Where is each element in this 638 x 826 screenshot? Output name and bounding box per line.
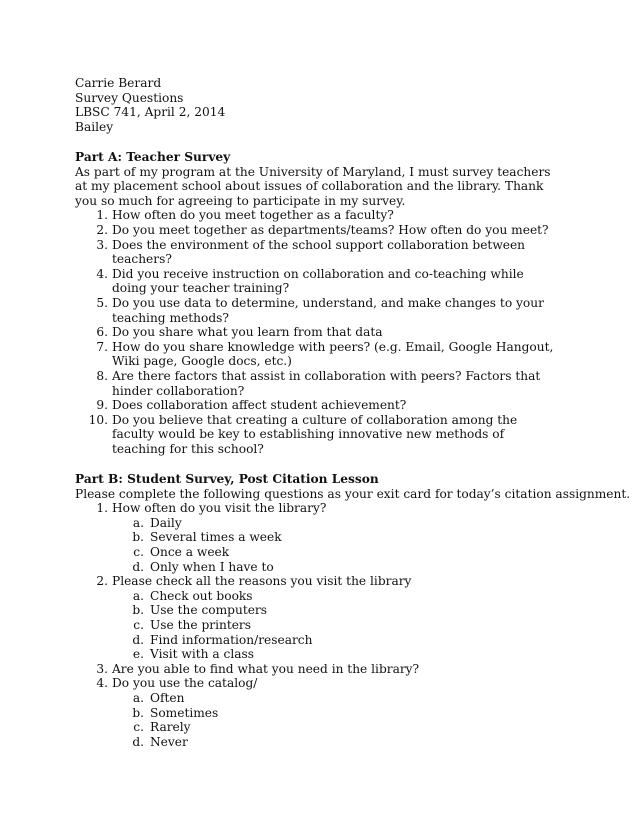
teacher-question — [75, 398, 555, 413]
list-number: b. — [132, 603, 144, 618]
list-item-text: How often do you meet together as a faculty? — [112, 208, 394, 223]
part-a-intro: As part of my program at the University of Maryland, I must survey teachers at my placement school about issues of collaboration and the library. Thank you so much for agreeing to participate in my survey. — [75, 164, 551, 208]
answer-option — [75, 706, 555, 721]
student-question-list — [75, 501, 555, 749]
part-b-intro: Please complete the following questions as your exit card for today’s citation assignment. — [75, 486, 631, 501]
answer-option — [75, 720, 555, 735]
answer-option — [75, 530, 555, 545]
list-number: 2. — [96, 574, 108, 589]
list-item-text: Are there factors that assist in collaboration with peers? Factors that hinder collaboration? — [112, 368, 541, 398]
answer-option-list — [75, 516, 555, 574]
list-number: e. — [132, 647, 144, 662]
answer-option — [75, 589, 555, 604]
list-item-text: Please check all the reasons you visit the library — [112, 574, 412, 589]
list-item-text: Are you able to find what you need in the library? — [112, 661, 420, 676]
list-item-text: Does the environment of the school support collaboration between teachers? — [112, 237, 526, 267]
instructor-name: Bailey — [75, 119, 114, 134]
document-header — [75, 76, 225, 134]
list-item-text: Use the printers — [150, 617, 252, 632]
list-item-text: Sometimes — [150, 705, 219, 720]
list-number: 7. — [96, 339, 108, 354]
student-question — [75, 676, 555, 691]
list-item-text: Do you meet together as departments/teams? How often do you meet? — [112, 222, 549, 237]
answer-option — [75, 647, 555, 662]
list-number: a. — [132, 588, 144, 603]
list-item-text: Visit with a class — [150, 647, 254, 662]
list-number: 5. — [96, 295, 108, 310]
part-b-section — [75, 472, 631, 749]
teacher-question — [75, 413, 555, 457]
list-number: 9. — [96, 398, 108, 413]
list-number: 1. — [96, 208, 108, 223]
list-number: b. — [132, 705, 144, 720]
author-name: Carrie Berard — [75, 76, 162, 90]
teacher-question — [75, 296, 555, 325]
teacher-question — [75, 267, 555, 296]
list-number: a. — [132, 515, 144, 530]
answer-option — [75, 618, 555, 633]
list-number: c. — [133, 720, 144, 735]
list-number: 4. — [96, 266, 108, 281]
list-number: 1. — [96, 501, 108, 516]
list-number: a. — [132, 690, 144, 705]
answer-option — [75, 735, 555, 750]
part-b-heading: Part B: Student Survey, Post Citation Lesson — [75, 472, 379, 486]
list-number: d. — [132, 734, 144, 749]
list-item-text: Check out books — [150, 588, 253, 603]
student-question — [75, 574, 555, 589]
list-item-text: Only when I have to — [150, 559, 274, 574]
list-number: 6. — [96, 325, 108, 340]
list-item-text: Did you receive instruction on collaboration and co-teaching while doing your teacher training? — [112, 266, 524, 296]
part-a-heading: Part A: Teacher Survey — [75, 150, 231, 164]
list-number: 8. — [96, 368, 108, 383]
answer-option — [75, 633, 555, 648]
list-number: b. — [132, 530, 144, 545]
document-title: Survey Questions — [75, 90, 184, 105]
list-item-text: How do you share knowledge with peers? (e.g. Email, Google Hangout, Wiki page, Google docs, etc.) — [112, 339, 554, 369]
list-item-text: Several times a week — [150, 530, 282, 545]
teacher-question — [75, 208, 555, 223]
list-item-text: Do you share what you learn from that data — [112, 325, 383, 340]
list-item-text: Once a week — [150, 544, 230, 559]
list-number: 4. — [96, 676, 108, 691]
answer-option — [75, 691, 555, 706]
list-item-text: Never — [150, 734, 188, 749]
answer-option — [75, 603, 555, 618]
list-item-text: How often do you visit the library? — [112, 501, 327, 516]
list-number: d. — [132, 632, 144, 647]
list-item-text: Daily — [150, 515, 182, 530]
answer-option — [75, 545, 555, 560]
list-item-text: Rarely — [150, 720, 191, 735]
list-item-text: Does collaboration affect student achievement? — [112, 398, 407, 413]
student-question — [75, 501, 555, 516]
list-number: 2. — [96, 222, 108, 237]
list-item-text: Do you use data to determine, understand, and make changes to your teaching methods? — [112, 295, 544, 325]
teacher-question — [75, 238, 555, 267]
list-item-text: Often — [150, 690, 185, 705]
answer-option-list — [75, 691, 555, 749]
list-item-text: Use the computers — [150, 603, 268, 618]
course-date: LBSC 741, April 2, 2014 — [75, 105, 226, 120]
list-item-text: Do you believe that creating a culture of collaboration among the faculty would be key to establishing innovative new methods of teaching for this school? — [112, 412, 518, 456]
teacher-question — [75, 369, 555, 398]
teacher-question — [75, 340, 555, 369]
teacher-question — [75, 325, 555, 340]
answer-option — [75, 560, 555, 575]
list-item-text: Do you use the catalog/ — [112, 676, 258, 691]
list-number: 10. — [88, 412, 108, 427]
list-number: d. — [132, 559, 144, 574]
teacher-question-list — [75, 208, 555, 456]
list-number: c. — [133, 544, 144, 559]
student-question — [75, 662, 555, 677]
answer-option — [75, 516, 555, 531]
list-item-text: Find information/research — [150, 632, 313, 647]
list-number: 3. — [96, 661, 108, 676]
list-number: c. — [133, 617, 144, 632]
answer-option-list — [75, 589, 555, 662]
part-a-section — [75, 150, 565, 456]
teacher-question — [75, 223, 555, 238]
list-number: 3. — [96, 237, 108, 252]
